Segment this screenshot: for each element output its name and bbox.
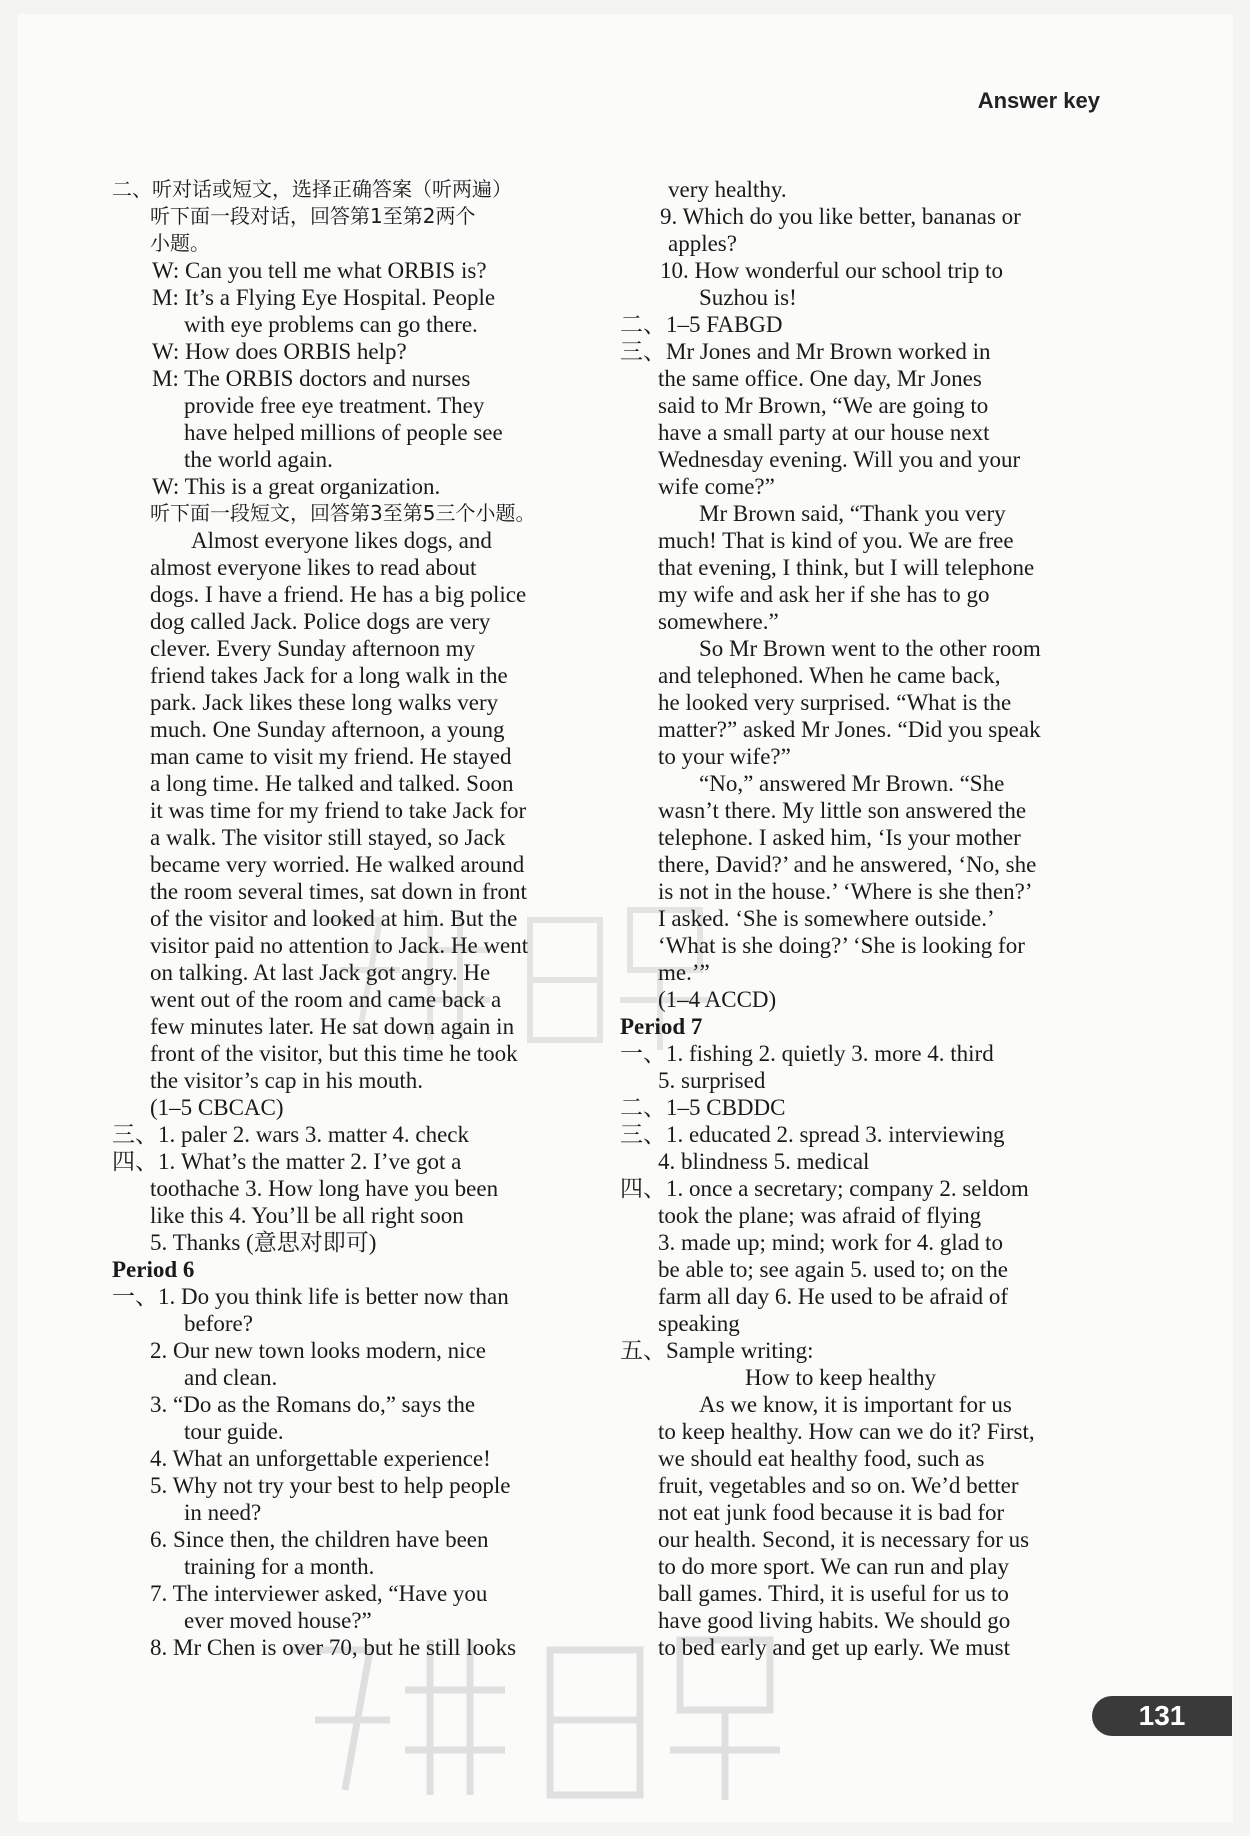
- right-column-line: 四、1. once a secretary; company 2. seldom: [620, 1176, 1029, 1201]
- right-column-line: our health. Second, it is necessary for us: [658, 1527, 1030, 1552]
- right-column-line: 5. surprised: [658, 1068, 766, 1093]
- left-column-line: 7. The interviewer asked, “Have you: [150, 1581, 488, 1606]
- right-column-line: we should eat healthy food, such as: [658, 1446, 985, 1471]
- right-column-line: 一、1. fishing 2. quietly 3. more 4. third: [620, 1041, 994, 1066]
- left-column-line: the room several times, sat down in front: [150, 879, 527, 904]
- left-column-line: with eye problems can go there.: [184, 312, 478, 337]
- right-column-line: my wife and ask her if she has to go: [658, 582, 990, 607]
- left-column-line: the visitor’s cap in his mouth.: [150, 1068, 424, 1093]
- left-column-line: clever. Every Sunday afternoon my: [150, 636, 476, 661]
- right-column-line: to bed early and get up early. We must: [658, 1635, 1010, 1660]
- right-column-line: somewhere.”: [658, 609, 779, 634]
- left-column-line: 小题。: [150, 231, 210, 255]
- left-column-line: on talking. At last Jack got angry. He: [150, 960, 491, 985]
- right-column-line: apples?: [668, 231, 737, 256]
- left-column-line: front of the visitor, but this time he took: [150, 1041, 518, 1066]
- left-column-line: visitor paid no attention to Jack. He went: [150, 933, 529, 958]
- right-column-line: very healthy.: [668, 177, 787, 202]
- left-column-line: M: It’s a Flying Eye Hospital. People: [152, 285, 496, 310]
- left-column-line: 6. Since then, the children have been: [150, 1527, 489, 1552]
- right-column-line: matter?” asked Mr Jones. “Did you speak: [658, 717, 1041, 742]
- watermark-logo-bottom: [270, 1610, 790, 1810]
- left-column-line: W: Can you tell me what ORBIS is?: [152, 258, 487, 283]
- right-column-line: ball games. Third, it is useful for us to: [658, 1581, 1009, 1606]
- left-column-line: 5. Thanks (意思对即可): [150, 1230, 377, 1255]
- right-column-line: 二、1–5 CBDDC: [620, 1095, 786, 1120]
- left-column-line: 3. “Do as the Romans do,” says the: [150, 1392, 476, 1417]
- right-column-line: wasn’t there. My little son answered the: [658, 798, 1027, 823]
- right-column-line: 二、1–5 FABGD: [620, 312, 783, 337]
- right-column-line: me.’”: [658, 960, 710, 985]
- left-column-line: 4. What an unforgettable experience!: [150, 1446, 491, 1471]
- right-column-line: (1–4 ACCD): [658, 987, 777, 1012]
- right-column-line: to keep healthy. How can we do it? First,: [658, 1419, 1035, 1444]
- left-column-line: dogs. I have a friend. He has a big police: [150, 582, 527, 607]
- left-column-line: park. Jack likes these long walks very: [150, 690, 499, 715]
- left-column-line: friend takes Jack for a long walk in the: [150, 663, 508, 688]
- right-column-line: and telephoned. When he came back,: [658, 663, 1001, 688]
- right-column-line: 三、1. educated 2. spread 3. interviewing: [620, 1122, 1005, 1147]
- right-column-line: 4. blindness 5. medical: [658, 1149, 870, 1174]
- left-column-line: a long time. He talked and talked. Soon: [150, 771, 514, 796]
- right-column-line: I asked. ‘She is somewhere outside.’: [658, 906, 995, 931]
- right-column-line: took the plane; was afraid of flying: [658, 1203, 982, 1228]
- left-column-line: became very worried. He walked around: [150, 852, 525, 877]
- right-column-line: said to Mr Brown, “We are going to: [658, 393, 989, 418]
- left-column-line: 一、1. Do you think life is better now than: [112, 1284, 509, 1309]
- left-column-line: went out of the room and came back a: [150, 987, 502, 1012]
- right-column-line: So Mr Brown went to the other room: [699, 636, 1041, 661]
- right-column-line: How to keep healthy: [745, 1365, 936, 1390]
- right-column-line: not eat junk food because it is bad for: [658, 1500, 1005, 1525]
- left-column-line: much. One Sunday afternoon, a young: [150, 717, 505, 742]
- right-column-line: wife come?”: [658, 474, 775, 499]
- right-column-line: have a small party at our house next: [658, 420, 990, 445]
- right-column-line: Mr Brown said, “Thank you very: [699, 501, 1006, 526]
- right-column-line: Suzhou is!: [699, 285, 797, 310]
- left-column-line: dog called Jack. Police dogs are very: [150, 609, 491, 634]
- right-column-line: is not in the house.’ ‘Where is she then?’: [658, 879, 1033, 904]
- right-column-line: 五、Sample writing:: [620, 1338, 814, 1363]
- left-column-line: tour guide.: [184, 1419, 284, 1444]
- left-column-line: Almost everyone likes dogs, and: [191, 528, 492, 553]
- page-header: Answer key: [977, 88, 1100, 113]
- right-column-line: speaking: [658, 1311, 740, 1336]
- left-column-line: training for a month.: [184, 1554, 375, 1579]
- left-column-line: 四、1. What’s the matter 2. I’ve got a: [112, 1149, 462, 1174]
- left-column-line: 听下面一段短文，回答第3至第5三个小题。: [150, 501, 536, 525]
- left-column-line: 2. Our new town looks modern, nice: [150, 1338, 486, 1363]
- right-column-line: Wednesday evening. Will you and your: [658, 447, 1021, 472]
- left-column-line: man came to visit my friend. He stayed: [150, 744, 512, 769]
- left-column-line: 三、1. paler 2. wars 3. matter 4. check: [112, 1122, 470, 1147]
- left-column-line: and clean.: [184, 1365, 278, 1390]
- right-column-line: farm all day 6. He used to be afraid of: [658, 1284, 1008, 1309]
- left-column-line: 8. Mr Chen is over 70, but he still looks: [150, 1635, 517, 1660]
- left-column-line: a walk. The visitor still stayed, so Jack: [150, 825, 506, 850]
- left-column-line: like this 4. You’ll be all right soon: [150, 1203, 464, 1228]
- left-column-line: 听下面一段对话，回答第1至第2两个: [150, 204, 476, 228]
- right-column-line: “No,” answered Mr Brown. “She: [699, 771, 1005, 796]
- right-column-line: ‘What is she doing?’ ‘She is looking for: [658, 933, 1025, 958]
- right-column-line: 3. made up; mind; work for 4. glad to: [658, 1230, 1003, 1255]
- right-column-line: that evening, I think, but I will telephone: [658, 555, 1035, 580]
- right-column-line: 三、Mr Jones and Mr Brown worked in: [620, 339, 991, 364]
- right-column-line: there, David?’ and he answered, ‘No, she: [658, 852, 1037, 877]
- left-column-line: (1–5 CBCAC): [150, 1095, 284, 1120]
- left-column-line: toothache 3. How long have you been: [150, 1176, 499, 1201]
- left-column-line: 二、听对话或短文，选择正确答案（听两遍）: [112, 177, 512, 201]
- left-column-line: of the visitor and looked at him. But the: [150, 906, 518, 931]
- left-column-line: few minutes later. He sat down again in: [150, 1014, 515, 1039]
- left-column-line: the world again.: [184, 447, 333, 472]
- left-column-line: in need?: [184, 1500, 262, 1525]
- right-column-line: fruit, vegetables and so on. We’d better: [658, 1473, 1019, 1498]
- watermark-logo-mid: [300, 880, 720, 1060]
- left-column-line: it was time for my friend to take Jack for: [150, 798, 527, 823]
- left-column-line: before?: [184, 1311, 253, 1336]
- right-column-line: have good living habits. We should go: [658, 1608, 1011, 1633]
- left-column-line: ever moved house?”: [184, 1608, 372, 1633]
- left-column-line: W: This is a great organization.: [152, 474, 441, 499]
- right-column-line: to your wife?”: [658, 744, 791, 769]
- right-column-line: much! That is kind of you. We are free: [658, 528, 1014, 553]
- right-column-line: 10. How wonderful our school trip to: [660, 258, 1004, 283]
- right-column-line: As we know, it is important for us: [699, 1392, 1012, 1417]
- left-column-line: 5. Why not try your best to help people: [150, 1473, 511, 1498]
- right-column-line: he looked very surprised. “What is the: [658, 690, 1012, 715]
- right-column-line: the same office. One day, Mr Jones: [658, 366, 982, 391]
- left-column-line: W: How does ORBIS help?: [152, 339, 407, 364]
- right-column-line: Period 7: [620, 1014, 703, 1039]
- right-column-line: be able to; see again 5. used to; on the: [658, 1257, 1009, 1282]
- left-column-line: have helped millions of people see: [184, 420, 503, 445]
- left-column-line: provide free eye treatment. They: [184, 393, 485, 418]
- left-column-line: almost everyone likes to read about: [150, 555, 477, 580]
- right-column-line: telephone. I asked him, ‘Is your mother: [658, 825, 1021, 850]
- right-column-line: 9. Which do you like better, bananas or: [660, 204, 1021, 229]
- left-column-line: Period 6: [112, 1257, 195, 1282]
- left-column-line: M: The ORBIS doctors and nurses: [152, 366, 471, 391]
- page-number: 131: [1092, 1696, 1232, 1736]
- right-column-line: to do more sport. We can run and play: [658, 1554, 1009, 1579]
